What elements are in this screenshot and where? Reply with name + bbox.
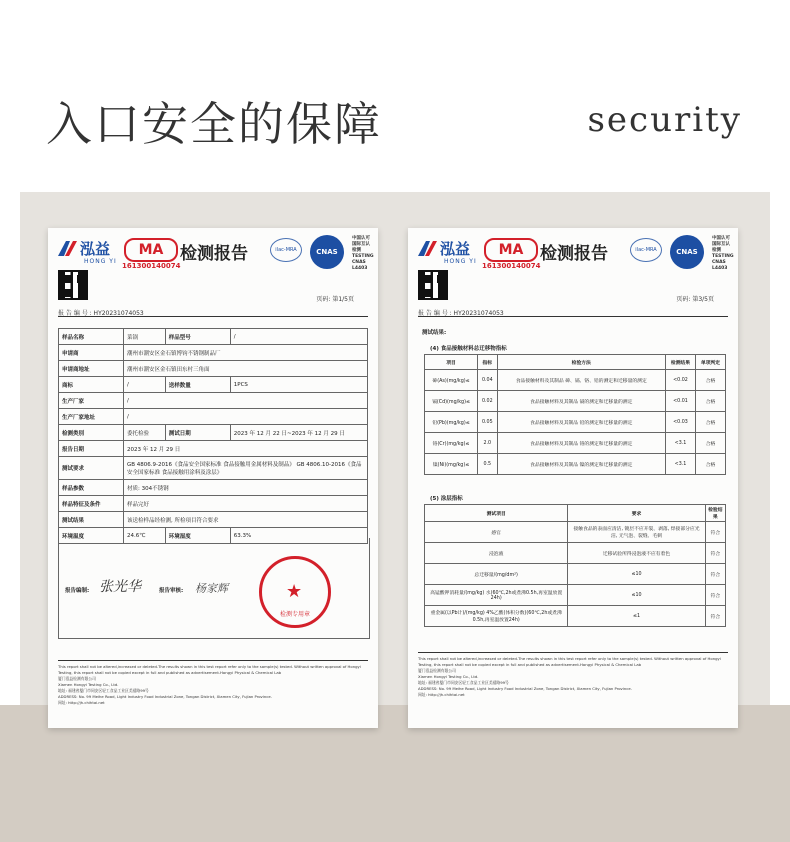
footer-line: 网址: http://jh.chihtai.net <box>418 692 465 697</box>
table-header-row <box>425 355 726 370</box>
hero <box>0 0 790 190</box>
cell: 0.5 <box>478 454 497 475</box>
cell: 2.0 <box>478 433 497 454</box>
cell: 迁移试验所得浸泡液不应有着色 <box>568 543 705 564</box>
report-number: 报 告 编 号 : HY20231074053 <box>418 310 504 317</box>
cma-number: 161300140074 <box>122 262 181 270</box>
inspection-stamp <box>259 556 331 628</box>
brand-name-en: HONG YI <box>84 258 117 265</box>
row-value: 潮州市潮安区金石镇田东村三角面 <box>124 361 368 377</box>
row-label: 环境温度 <box>59 528 124 544</box>
table-row <box>425 606 726 627</box>
cell: 符合 <box>705 522 725 543</box>
cell: 食品接触材料及其制品 铅的测定和迁移量的测定 <box>497 412 666 433</box>
row-label: 测试要求 <box>59 457 124 480</box>
row-label: 申请商地址 <box>59 361 124 377</box>
table-row <box>425 391 726 412</box>
cma-number: 161300140074 <box>482 262 541 270</box>
table-row <box>59 457 368 480</box>
footer-line: ADDRESS: No. 99 Meihe Road, Light Industry Food Industrial Zone, Tongan District, Xiamen City, Fujian Province. <box>58 694 272 699</box>
sample-info-table <box>58 328 368 544</box>
qr-code-icon <box>58 270 88 300</box>
hongyi-mark-icon <box>416 238 438 260</box>
report-number: 报 告 编 号 : HY20231074053 <box>58 310 144 317</box>
ilac-badge: ilac-MRA <box>630 238 662 262</box>
report-header <box>48 228 378 286</box>
table-row <box>59 480 368 496</box>
report-header <box>408 228 738 286</box>
cell: 食品接触材料及其制品 铬的测定和迁移量的测定 <box>497 433 666 454</box>
footer-line: 厦门泓益检测有限公司 <box>418 668 456 673</box>
row-value: 样品完好 <box>124 496 368 512</box>
page-title: 入口安全的保障 <box>46 97 382 151</box>
row-label: 测试日期 <box>165 425 230 441</box>
brand-name: 泓益 <box>440 240 471 258</box>
row-value: 潮州市潮安区金石镇博钧不锈钢制品厂 <box>124 345 368 361</box>
cnas-badge: CNAS <box>670 235 704 269</box>
table-row <box>59 329 368 345</box>
page-number: 页码: 第1/5页 <box>316 296 354 303</box>
qr-code-icon <box>418 270 448 300</box>
cell: 镍(Ni)(mg/kg)≤ <box>425 454 478 475</box>
cell: 砷(As)(mg/kg)≤ <box>425 370 478 391</box>
table-row <box>425 543 726 564</box>
row-value: 该送检样品经检测, 所检项目符合要求 <box>124 512 368 528</box>
divider <box>418 316 728 317</box>
cell: <3.1 <box>666 454 696 475</box>
reviewed-by-signature: 杨家辉 <box>195 582 228 595</box>
cell: 镉(Cd)(mg/kg)≤ <box>425 391 478 412</box>
row-label: 环境湿度 <box>165 528 230 544</box>
row-value: / <box>124 377 166 393</box>
row-value: / <box>124 393 368 409</box>
prepared-by-label: 报告编制: <box>65 588 90 594</box>
table-row <box>59 361 368 377</box>
row-label: 生产厂家 <box>59 393 124 409</box>
brand-name-en: HONG YI <box>444 258 477 265</box>
row-value: 委托检验 <box>124 425 166 441</box>
column-header: 单项判定 <box>695 355 725 370</box>
cma-badge: MA <box>484 238 538 262</box>
cert-text: 中国认可 国际互认 检测 TESTING CNAS L4403 <box>352 236 374 271</box>
column-header: 指标 <box>478 355 497 370</box>
brand-name: 泓益 <box>80 240 111 258</box>
footer-line: 厦门泓益检测有限公司 <box>58 676 96 681</box>
cell: 铅(Pb)(mg/kg)≤ <box>425 412 478 433</box>
table-row <box>425 585 726 606</box>
ilac-badge: ilac-MRA <box>270 238 302 262</box>
row-value: 2023 年 12 月 22 日~2023 年 12 月 29 日 <box>230 425 367 441</box>
cell: 食品接触材料及其制品 镍的测定和迁移量的测定 <box>497 454 666 475</box>
footer-line: This report shall not be altered,increased or deleted.The results shown in this test report refer only to the sample(s) tested. Without written approval of Hongyi Testing, this report shall not be copied except in full and published as advertisement.Hongyi Physical & Chemical Lab <box>418 656 721 667</box>
cell: 食品接触材料及其制品 砷、镉、铬、铅的测定和迁移量的测定 <box>497 370 666 391</box>
cell: <0.02 <box>666 370 696 391</box>
cell: 符合 <box>705 606 725 627</box>
row-value: 63.3% <box>230 528 367 544</box>
table-row <box>59 425 368 441</box>
cell: <3.1 <box>666 433 696 454</box>
row-label: 检测类别 <box>59 425 124 441</box>
footer-line: Xiamen Hongyi Testing Co., Ltd. <box>418 674 479 679</box>
column-header: 检测结果 <box>666 355 696 370</box>
row-value: 1PCS <box>230 377 367 393</box>
table-row <box>425 522 726 543</box>
hongyi-logo <box>56 238 118 268</box>
footer-line: 网址: http://jh.chihtai.net <box>58 700 105 705</box>
table-row <box>59 345 368 361</box>
page-subtitle: security <box>587 100 742 140</box>
row-label: 样品型号 <box>165 329 230 345</box>
cell: 总迁移量/(mg/dm²) <box>425 564 568 585</box>
row-value: 菜锅 <box>124 329 166 345</box>
reviewed-by-label: 报告审核: <box>159 588 184 594</box>
row-label: 送样数量 <box>165 377 230 393</box>
signature-area <box>58 538 370 639</box>
cell: 0.02 <box>478 391 497 412</box>
report-title: 检测报告 <box>540 244 608 264</box>
row-value: 24.6℃ <box>124 528 166 544</box>
cell: ≤1 <box>568 606 705 627</box>
prepared-by-signature: 张光华 <box>99 579 141 595</box>
cell: 合格 <box>695 412 725 433</box>
table-row <box>425 564 726 585</box>
table-row <box>59 377 368 393</box>
table-row <box>59 512 368 528</box>
cell: 符合 <box>705 543 725 564</box>
table-row <box>59 441 368 457</box>
stamp-text: 检测专用章 <box>279 611 310 618</box>
table-row <box>59 409 368 425</box>
cell: 符合 <box>705 585 725 606</box>
cell: 重金属(以Pb计)/(mg/kg) 4%乙酸(体积分数)(60℃,2h或煮沸0.5h,再室温放置24h) <box>425 606 568 627</box>
coating-table <box>424 504 726 627</box>
row-value: 材质: 304不锈钢 <box>124 480 368 496</box>
row-value: / <box>124 409 368 425</box>
divider <box>58 316 368 317</box>
column-header: 检验结果 <box>705 505 725 522</box>
column-header: 测试项目 <box>425 505 568 522</box>
cell: 0.04 <box>478 370 497 391</box>
cell: 食品接触材料及其制品 镉的测定和迁移量的测定 <box>497 391 666 412</box>
cell: 0.05 <box>478 412 497 433</box>
row-value: 2023 年 12 月 29 日 <box>124 441 368 457</box>
row-label: 生产厂家地址 <box>59 409 124 425</box>
cell: ≤10 <box>568 585 705 606</box>
page-number: 页码: 第3/5页 <box>676 296 714 303</box>
section-5-title: (5) 涂层指标 <box>430 496 463 502</box>
section-4-title: (4) 食品接触材料总迁移物指标 <box>430 346 507 352</box>
row-label: 商标 <box>59 377 124 393</box>
row-value: / <box>230 329 367 345</box>
footer-line: Xiamen Hongyi Testing Co., Ltd. <box>58 682 119 687</box>
row-label: 样品特征及条件 <box>59 496 124 512</box>
cell: 合格 <box>695 391 725 412</box>
cnas-badge: CNAS <box>310 235 344 269</box>
table-row <box>425 370 726 391</box>
row-label: 样品参数 <box>59 480 124 496</box>
column-header: 项目 <box>425 355 478 370</box>
column-header: 要求 <box>568 505 705 522</box>
footer-line: 地址: 福建省厦门市同安区轻工食品工业区美禧路99号 <box>418 680 509 685</box>
cell: 浸泡液 <box>425 543 568 564</box>
table-header-row <box>425 505 726 522</box>
cell: 符合 <box>705 564 725 585</box>
row-value: GB 4806.9-2016《食品安全国家标准 食品接触用金属材料及制品》 GB 4806.10-2016《食品安全国家标准 食品接触用涂料及涂层》 <box>124 457 368 480</box>
cell: 感官 <box>425 522 568 543</box>
row-label: 样品名称 <box>59 329 124 345</box>
report-page-1 <box>48 228 378 728</box>
cell: <0.03 <box>666 412 696 433</box>
report-footer <box>418 652 728 698</box>
row-label: 申请商 <box>59 345 124 361</box>
cell: 高锰酸钾消耗量/(mg/kg) 水(60℃,2h或煮沸0.5h,再室温放置24h) <box>425 585 568 606</box>
row-label: 报告日期 <box>59 441 124 457</box>
cell: 铬(Cr)(mg/kg)≤ <box>425 433 478 454</box>
report-footer <box>58 660 368 706</box>
cell: 合格 <box>695 454 725 475</box>
hongyi-mark-icon <box>56 238 78 260</box>
star-icon: ★ <box>286 581 303 602</box>
hongyi-logo <box>416 238 478 268</box>
footer-line: This report shall not be altered,increased or deleted.The results shown in this test report refer only to the sample(s) tested. Without written approval of Hongyi Testing, this report shall not be copied except in full and published as advertisement.Hongyi Physical & Chemical Lab <box>58 664 361 675</box>
results-label: 测试结果: <box>422 330 447 336</box>
footer-line: 地址: 福建省厦门市同安区轻工食品工业区美禧路99号 <box>58 688 149 693</box>
cell: <0.01 <box>666 391 696 412</box>
column-header: 检验方法 <box>497 355 666 370</box>
metals-table <box>424 354 726 475</box>
footer-line: ADDRESS: No. 99 Meihe Road, Light Industry Food Industrial Zone, Tongan District, Xiamen City, Fujian Province. <box>418 686 632 691</box>
table-row <box>425 412 726 433</box>
cma-badge: MA <box>124 238 178 262</box>
table-row <box>425 454 726 475</box>
table-row <box>59 496 368 512</box>
cell: ≤10 <box>568 564 705 585</box>
table-row <box>425 433 726 454</box>
table-row <box>59 393 368 409</box>
cell: 合格 <box>695 433 725 454</box>
row-label: 测试结果 <box>59 512 124 528</box>
cert-text: 中国认可 国际互认 检测 TESTING CNAS L4403 <box>712 236 734 271</box>
cell: 合格 <box>695 370 725 391</box>
report-page-3 <box>408 228 738 728</box>
cell: 接触食品的表面应清洁, 镀层不应开裂、剥落, 焊接部分应光洁, 无气泡、裂缝、毛刺 <box>568 522 705 543</box>
report-title: 检测报告 <box>180 244 248 264</box>
